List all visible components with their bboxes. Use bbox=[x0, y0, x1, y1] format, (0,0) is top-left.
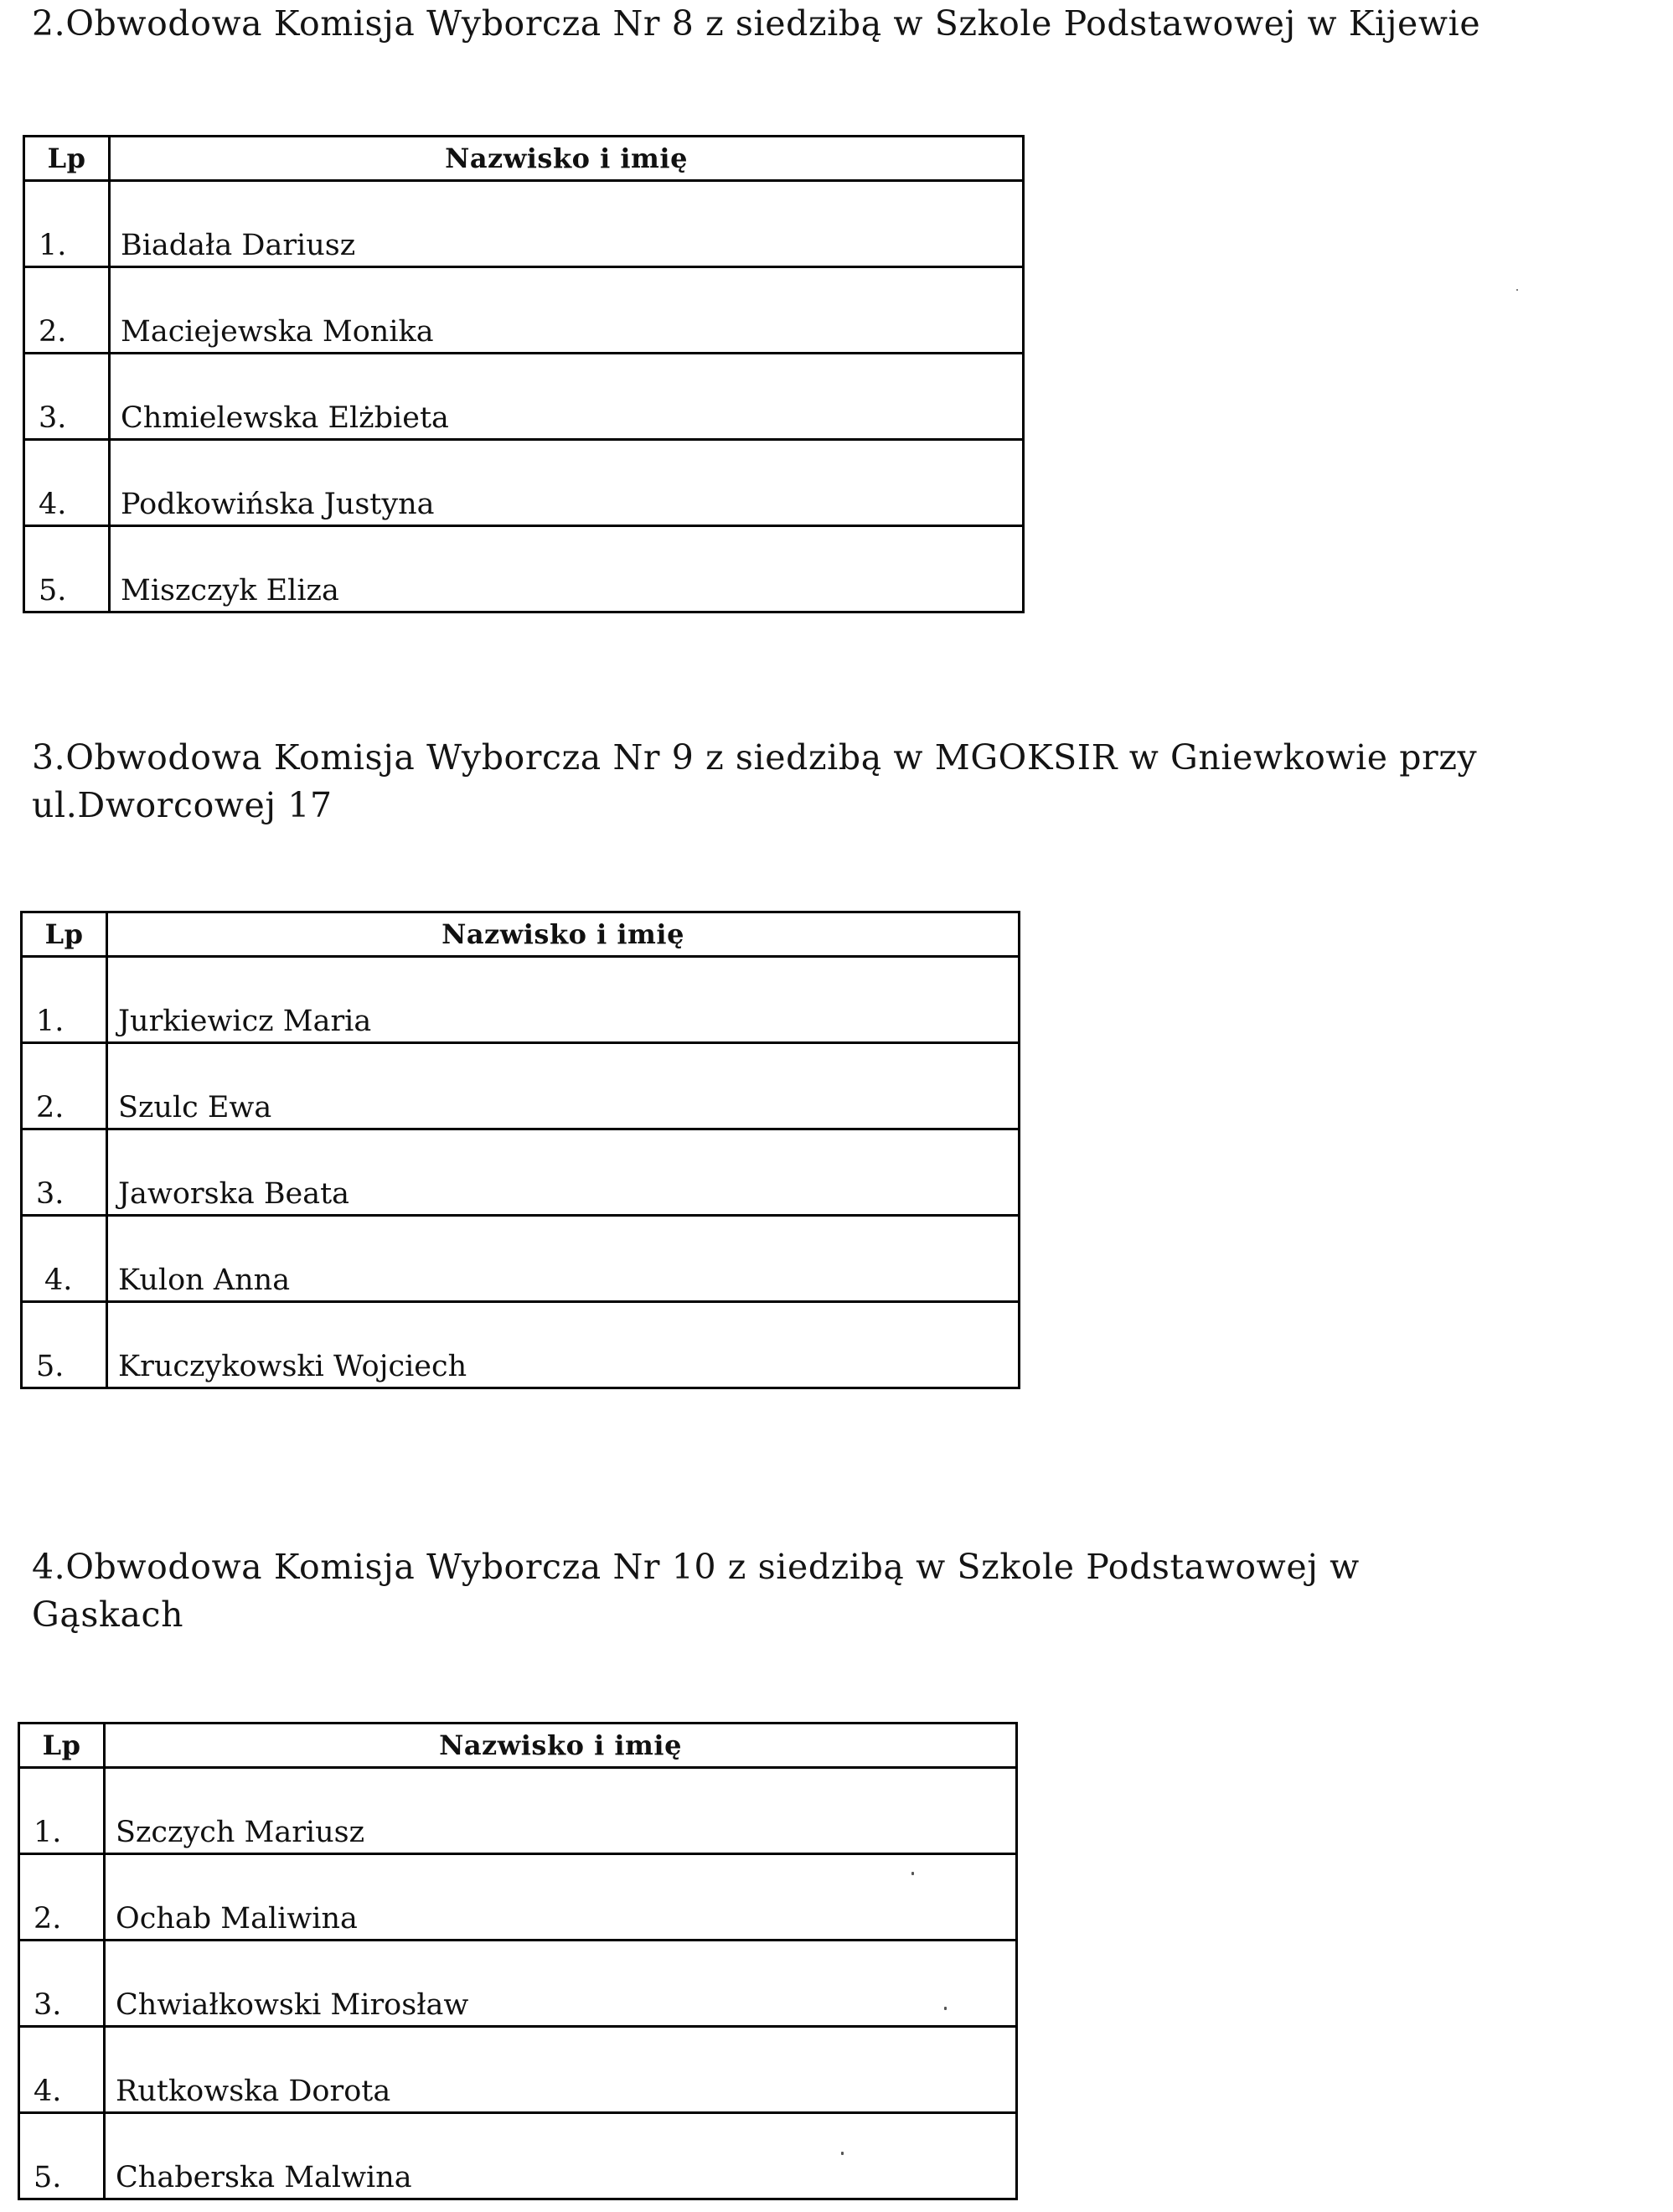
scan-speck bbox=[944, 2007, 947, 2010]
member-name: Jurkiewicz Maria bbox=[107, 957, 1020, 1043]
column-header-name: Nazwisko i imię bbox=[107, 912, 1020, 957]
row-number: 2. bbox=[24, 267, 110, 354]
table-row bbox=[24, 526, 1024, 612]
heading-line: Gąskach bbox=[32, 1594, 184, 1635]
row-number: 5. bbox=[24, 526, 110, 612]
row-number: 3. bbox=[22, 1129, 107, 1216]
scan-speck bbox=[1516, 289, 1518, 291]
row-number: 3. bbox=[19, 1941, 105, 2027]
column-header-name: Nazwisko i imię bbox=[110, 137, 1024, 181]
table-row bbox=[19, 1941, 1017, 2027]
row-number: 1. bbox=[22, 957, 107, 1043]
column-header-lp: Lp bbox=[19, 1724, 105, 1768]
heading-line: 4.Obwodowa Komisja Wyborcza Nr 10 z siedzibą w Szkole Podstawowej w bbox=[32, 1547, 1360, 1587]
member-name: Biadała Dariusz bbox=[110, 181, 1024, 267]
table-header-row bbox=[22, 912, 1020, 957]
member-name: Kulon Anna bbox=[107, 1216, 1020, 1302]
table-row bbox=[19, 1854, 1017, 1941]
scan-speck bbox=[841, 2152, 844, 2155]
table-row bbox=[24, 181, 1024, 267]
member-name: Maciejewska Monika bbox=[110, 267, 1024, 354]
member-name: Chmielewska Elżbieta bbox=[110, 354, 1024, 440]
table-row bbox=[22, 1043, 1020, 1129]
heading-line: 2.Obwodowa Komisja Wyborcza Nr 8 z siedzibą w Szkole Podstawowej w Kijewie bbox=[32, 3, 1481, 44]
column-header-lp: Lp bbox=[22, 912, 107, 957]
member-name: Szulc Ewa bbox=[107, 1043, 1020, 1129]
member-name: Rutkowska Dorota bbox=[105, 2027, 1017, 2113]
member-name: Miszczyk Eliza bbox=[110, 526, 1024, 612]
member-name: Jaworska Beata bbox=[107, 1129, 1020, 1216]
row-number: 1. bbox=[24, 181, 110, 267]
section-heading-komisja-10 bbox=[32, 1543, 1360, 1639]
row-number: 2. bbox=[22, 1043, 107, 1129]
row-number: 3. bbox=[24, 354, 110, 440]
members-table-komisja-10 bbox=[18, 1722, 1018, 2200]
row-number: 1. bbox=[19, 1768, 105, 1854]
table-row bbox=[19, 2113, 1017, 2199]
row-number: 5. bbox=[19, 2113, 105, 2199]
member-name: Chaberska Malwina bbox=[105, 2113, 1017, 2199]
table-row bbox=[19, 2027, 1017, 2113]
heading-line: ul.Dworcowej 17 bbox=[32, 785, 333, 825]
members-table-komisja-9 bbox=[20, 911, 1020, 1389]
table-row bbox=[22, 1129, 1020, 1216]
member-name: Ochab Maliwina bbox=[105, 1854, 1017, 1941]
row-number: 4. bbox=[19, 2027, 105, 2113]
member-name: Kruczykowski Wojciech bbox=[107, 1302, 1020, 1388]
column-header-lp: Lp bbox=[24, 137, 110, 181]
table-row bbox=[24, 354, 1024, 440]
section-heading-komisja-9 bbox=[32, 734, 1477, 830]
table-row bbox=[22, 1216, 1020, 1302]
table-row bbox=[22, 1302, 1020, 1388]
table-row bbox=[24, 440, 1024, 526]
table-header-row bbox=[19, 1724, 1017, 1768]
table-row bbox=[22, 957, 1020, 1043]
section-heading-komisja-8 bbox=[32, 0, 1480, 48]
member-name: Chwiałkowski Mirosław bbox=[105, 1941, 1017, 2027]
row-number: 2. bbox=[19, 1854, 105, 1941]
table-header-row bbox=[24, 137, 1024, 181]
members-table-komisja-8 bbox=[23, 135, 1025, 613]
heading-line: 3.Obwodowa Komisja Wyborcza Nr 9 z siedzibą w MGOKSIR w Gniewkowie przy bbox=[32, 737, 1478, 778]
row-number: 5. bbox=[22, 1302, 107, 1388]
member-name: Podkowińska Justyna bbox=[110, 440, 1024, 526]
member-name: Szczych Mariusz bbox=[105, 1768, 1017, 1854]
scan-speck bbox=[911, 1872, 914, 1875]
row-number: 4. bbox=[22, 1216, 107, 1302]
row-number: 4. bbox=[24, 440, 110, 526]
column-header-name: Nazwisko i imię bbox=[105, 1724, 1017, 1768]
table-row bbox=[19, 1768, 1017, 1854]
table-row bbox=[24, 267, 1024, 354]
